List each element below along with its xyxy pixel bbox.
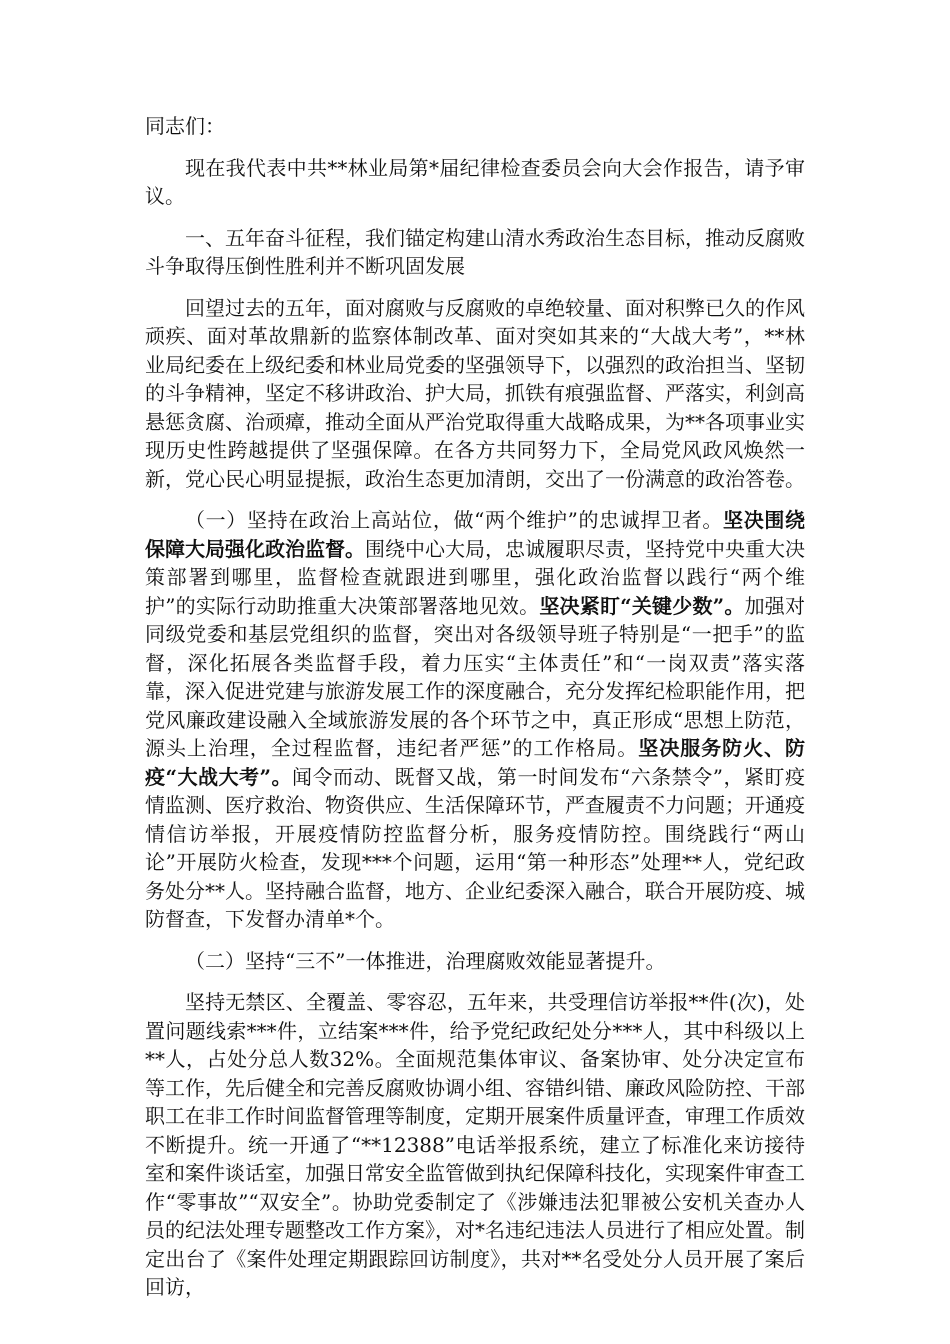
part1-bold-1: 坚决围绕保障大局强化政治监督。 <box>145 508 806 561</box>
part2-body: 坚持无禁区、全覆盖、零容忍，五年来，共受理信访举报**件(次)，处置问题线索***件，立结案***件，给予党纪政纪处分***人，其中科级以上**人，占处分总人数32%。全面规范集体审议、备案协审、处分决定宣布等工作，先后健全和完善反腐败协调小组、容错纠错、廉政风险防控、干部职工在非工作时间监督管理等制度，定期开展案件质量评查，审理工作质效不断提升。统一开通了“**12388”电话举报系统，建立了标准化来访接待室和案件谈话室，加强日常安全监管做到执纪保障科技化，实现案件审查工作“零事故”“双安全”。协助党委制定了《涉嫌违法犯罪被公安机关查办人员的纪法处理专题整改工作方案》，对*名违纪违法人员进行了相应处置。制定出台了《案件处理定期跟踪回访制度》，共对**名受处分人员开展了案后回访， <box>145 990 805 1299</box>
intro-paragraph: 现在我代表中共**林业局第*届纪律检查委员会向大会作报告，请予审议。 <box>145 155 805 208</box>
part1-text-2: 加强对同级党委和基层党组织的监督，突出对各级领导班子特别是“一把手”的监督，深化拓展各类监督手段，着力压实“主体责任”和“一岗双责”落实落靠，深入促进党建与旅游发展工作的深度融合，充分发挥纪检职能作用，把党风廉政建设融入全域旅游发展的各个环节之中，真正形成“思想上防范，源头上治理，全过程监督，违纪者严惩”的工作格局。 <box>145 593 806 760</box>
salutation: 同志们： <box>145 114 225 138</box>
part1-bold-3: 坚决服务防火、防疫“大战大考”。 <box>145 736 806 789</box>
part1-bold-2: 坚决紧盯“关键少数”。 <box>539 593 745 618</box>
part2-heading: （二）坚持“三不”一体推进，治理腐败效能显著提升。 <box>185 948 666 973</box>
part1-paragraph <box>145 506 805 934</box>
section1-body: 回望过去的五年，面对腐败与反腐败的卓绝较量、面对积弊已久的作风顽疾、面对革故鼎新的监察体制改革、面对突如其来的“大战大考”，**林业局纪委在上级纪委和林业局党委的坚强领导下，以强烈的政治担当、坚韧的斗争精神，坚定不移讲政治、护大局，抓铁有痕强监督、严落实，利剑高悬惩贪腐、治顽瘴，推动全面从严治党取得重大战略成果，为**各项事业实现历史性跨越提供了坚强保障。在各方共同努力下，全局党风政风焕然一新，党心民心明显提振，政治生态更加清朗，交出了一份满意的政治答卷。 <box>145 295 805 491</box>
section1-heading: 一、五年奋斗征程，我们锚定构建山清水秀政治生态目标，推动反腐败斗争取得压倒性胜利并不断巩固发展 <box>145 225 805 278</box>
document-page <box>145 112 805 1315</box>
part1-lead: （一）坚持在政治上高站位，做“两个维护”的忠诚捍卫者。 <box>185 508 724 532</box>
part1-text-1: 围绕中心大局，忠诚履职尽责，坚持党中央重大决策部署到哪里，监督检查就跟进到哪里，强化政治监督以践行“两个维护”的实际行动助推重大决策部署落地见效。 <box>145 536 805 618</box>
part1-text-3: 闻令而动、既督又战，第一时间发布“六条禁令”，紧盯疫情监测、医疗救治、物资供应、生活保障环节，严查履责不力问题；开通疫情信访举报，开展疫情防控监督分析，服务疫情防控。围绕践行“两山论”开展防火检查，发现***个问题，运用“第一种形态”处理**人，党纪政务处分**人。坚持融合监督，地方、企业纪委深入融合，联合开展防疫、城防督查，下发督办清单*个。 <box>145 764 805 931</box>
